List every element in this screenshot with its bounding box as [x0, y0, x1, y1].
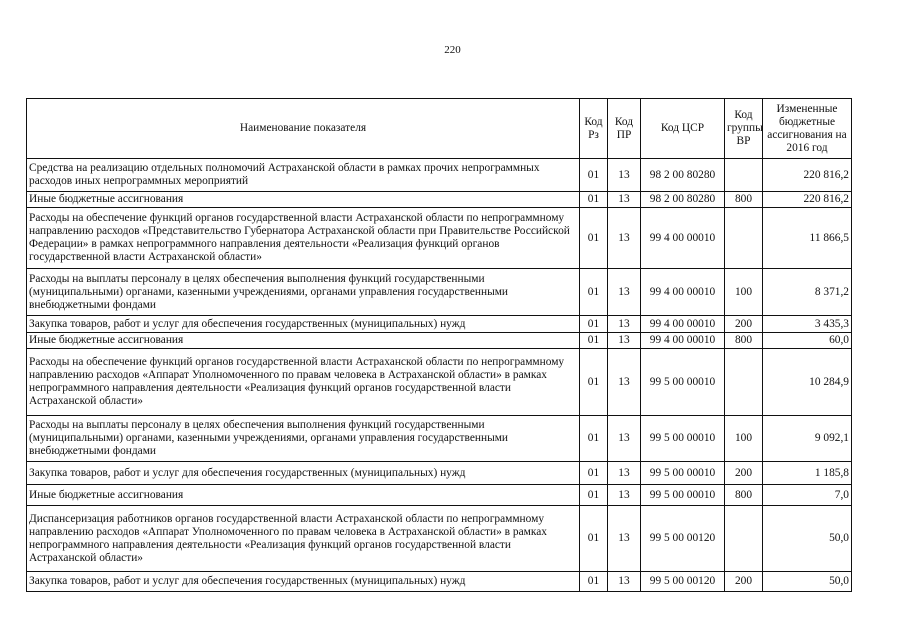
row-rz: 01: [580, 485, 608, 506]
row-amount: 11 866,5: [763, 208, 852, 269]
row-name: Закупка товаров, работ и услуг для обеспечения государственных (муниципальных) нужд: [27, 572, 580, 592]
row-pr: 13: [608, 572, 641, 592]
table-row: [27, 316, 852, 333]
row-amount: 60,0: [763, 333, 852, 349]
row-amount: 10 284,9: [763, 349, 852, 416]
row-rz: 01: [580, 506, 608, 572]
row-vr: 100: [725, 269, 763, 316]
row-vr: 100: [725, 416, 763, 462]
row-csr: 98 2 00 80280: [641, 192, 725, 208]
row-csr: 99 4 00 00010: [641, 333, 725, 349]
row-amount: 220 816,2: [763, 159, 852, 192]
page-number: 220: [444, 44, 461, 56]
row-amount: 8 371,2: [763, 269, 852, 316]
row-amount: 9 092,1: [763, 416, 852, 462]
row-amount: 3 435,3: [763, 316, 852, 333]
table-row: [27, 506, 852, 572]
table-row: [27, 485, 852, 506]
row-name: Иные бюджетные ассигнования: [27, 192, 580, 208]
row-pr: 13: [608, 485, 641, 506]
row-csr: 99 5 00 00010: [641, 485, 725, 506]
table-row: [27, 462, 852, 485]
table-row: [27, 159, 852, 192]
header-code-csr: Код ЦСР: [641, 99, 725, 159]
row-rz: 01: [580, 416, 608, 462]
row-csr: 99 5 00 00010: [641, 349, 725, 416]
row-amount: 50,0: [763, 572, 852, 592]
table-row: [27, 416, 852, 462]
row-vr: [725, 349, 763, 416]
header-row: [27, 99, 852, 159]
row-vr: [725, 208, 763, 269]
row-rz: 01: [580, 159, 608, 192]
row-pr: 13: [608, 208, 641, 269]
row-pr: 13: [608, 192, 641, 208]
row-vr: 800: [725, 333, 763, 349]
row-rz: 01: [580, 572, 608, 592]
row-name: Средства на реализацию отдельных полномочий Астраханской области в рамках прочих непрограммных расходов иных непрограммных мероприятий: [27, 159, 580, 192]
row-name: Расходы на обеспечение функций органов государственной власти Астраханской области по непрограммному направлению расходов «Представительство Губернатора Астраханской области при Правительстве Российской Федерации» в рамках непрограммного направления деятельности «Реализация функций органов государственной власти Астраханской области»: [27, 208, 580, 269]
row-csr: 99 4 00 00010: [641, 269, 725, 316]
header-code-vr: Код группы ВР: [725, 99, 763, 159]
row-rz: 01: [580, 349, 608, 416]
row-pr: 13: [608, 333, 641, 349]
budget-table: [26, 98, 852, 592]
row-pr: 13: [608, 316, 641, 333]
row-csr: 99 4 00 00010: [641, 208, 725, 269]
table-row: [27, 349, 852, 416]
table-row: [27, 333, 852, 349]
row-vr: [725, 506, 763, 572]
table-row: [27, 572, 852, 592]
row-csr: 99 5 00 00010: [641, 416, 725, 462]
table-row: [27, 269, 852, 316]
row-vr: 800: [725, 485, 763, 506]
row-csr: 99 5 00 00120: [641, 506, 725, 572]
header-code-rz: Код Рз: [580, 99, 608, 159]
row-pr: 13: [608, 506, 641, 572]
row-pr: 13: [608, 159, 641, 192]
row-vr: 200: [725, 462, 763, 485]
row-csr: 99 5 00 00010: [641, 462, 725, 485]
row-rz: 01: [580, 208, 608, 269]
row-amount: 7,0: [763, 485, 852, 506]
row-vr: [725, 159, 763, 192]
row-name: Диспансеризация работников органов государственной власти Астраханской области по непрограммному направлению расходов «Аппарат Уполномоченного по правам человека в Астраханской области» в рамках непрограммного направления деятельности «Реализация функций органов государственной власти Астраханской области»: [27, 506, 580, 572]
row-rz: 01: [580, 269, 608, 316]
row-csr: 99 4 00 00010: [641, 316, 725, 333]
table-row: [27, 192, 852, 208]
row-name: Расходы на обеспечение функций органов государственной власти Астраханской области по непрограммному направлению расходов «Аппарат Уполномоченного по правам человека в Астраханской области» в рамках непрограммного направления деятельности «Реализация функций органов государственной власти Астраханской области»: [27, 349, 580, 416]
table-row: [27, 208, 852, 269]
row-pr: 13: [608, 416, 641, 462]
header-code-pr: Код ПР: [608, 99, 641, 159]
header-amount: Измененные бюджетные ассигнования на 2016 год: [763, 99, 852, 159]
header-name: Наименование показателя: [27, 99, 580, 159]
row-amount: 1 185,8: [763, 462, 852, 485]
row-pr: 13: [608, 269, 641, 316]
row-name: Расходы на выплаты персоналу в целях обеспечения выполнения функций государственными (муниципальными) органами, казенными учреждениями, органами управления государственными внебюджетными фондами: [27, 269, 580, 316]
row-pr: 13: [608, 349, 641, 416]
row-amount: 50,0: [763, 506, 852, 572]
row-amount: 220 816,2: [763, 192, 852, 208]
row-rz: 01: [580, 462, 608, 485]
row-vr: 200: [725, 316, 763, 333]
row-name: Иные бюджетные ассигнования: [27, 333, 580, 349]
row-name: Закупка товаров, работ и услуг для обеспечения государственных (муниципальных) нужд: [27, 462, 580, 485]
row-pr: 13: [608, 462, 641, 485]
row-vr: 800: [725, 192, 763, 208]
row-rz: 01: [580, 333, 608, 349]
row-name: Расходы на выплаты персоналу в целях обеспечения выполнения функций государственными (муниципальными) органами, казенными учреждениями, органами управления государственными внебюджетными фондами: [27, 416, 580, 462]
row-vr: 200: [725, 572, 763, 592]
row-csr: 99 5 00 00120: [641, 572, 725, 592]
row-rz: 01: [580, 192, 608, 208]
row-name: Закупка товаров, работ и услуг для обеспечения государственных (муниципальных) нужд: [27, 316, 580, 333]
row-csr: 98 2 00 80280: [641, 159, 725, 192]
row-name: Иные бюджетные ассигнования: [27, 485, 580, 506]
row-rz: 01: [580, 316, 608, 333]
